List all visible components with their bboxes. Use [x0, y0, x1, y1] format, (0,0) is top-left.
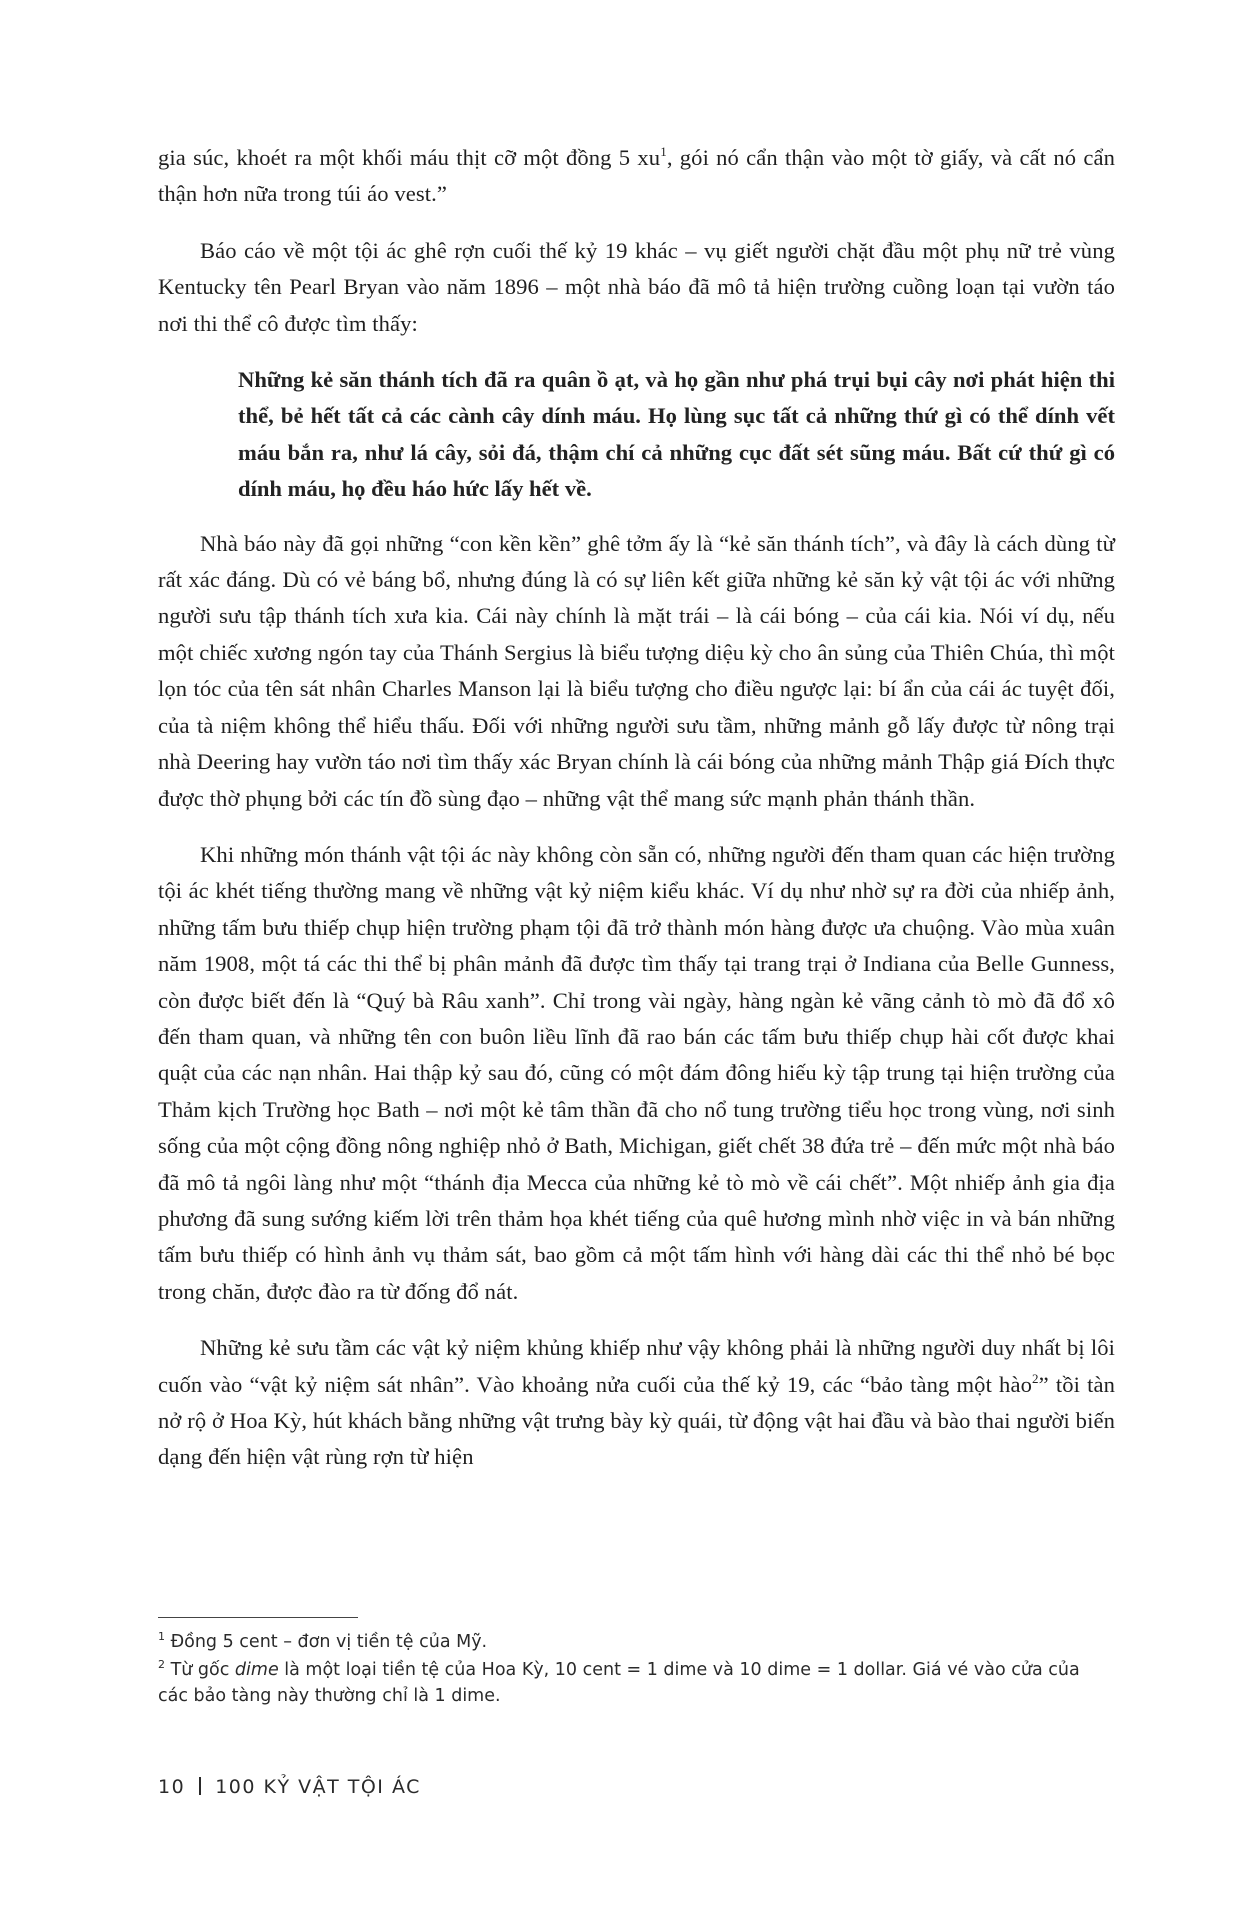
- running-title: 100 KỶ VẬT TỘI ÁC: [215, 1776, 421, 1798]
- page-footer: [158, 1776, 421, 1798]
- footnote-ref-1[interactable]: 1: [660, 144, 667, 159]
- paragraph-5: [158, 1330, 1115, 1476]
- footnotes: [158, 1629, 1115, 1711]
- paragraph-3: Nhà báo này đã gọi những “con kền kền” ghê tởm ấy là “kẻ săn thánh tích”, và đây là cách dùng từ rất xác đáng. Dù có vẻ báng bổ, nhưng đúng là có sự liên kết giữa những kẻ săn kỷ vật tội ác với những người sưu tập thánh tích xưa kia. Cái này chính là mặt trái – là cái bóng – của cái kia. Nói ví dụ, nếu một chiếc xương ngón tay của Thánh Sergius là biểu tượng diệu kỳ cho ân sủng của Thiên Chúa, thì một lọn tóc của tên sát nhân Charles Manson lại là biểu tượng cho điều ngược lại: bí ẩn của cái ác tuyệt đối, của tà niệm không thể hiểu thấu. Đối với những người sưu tầm, những mảnh gỗ lấy được từ nông trại nhà Deering hay vườn táo nơi tìm thấy xác Bryan chính là cái bóng của những mảnh Thập giá Đích thực được thờ phụng bởi các tín đồ sùng đạo – những vật thể mang sức mạnh phản thánh thần.: [158, 530, 1115, 811]
- footnote-2-mark: 2: [158, 1658, 165, 1671]
- paragraph-5-text-b: ” tồi tàn nở rộ ở Hoa Kỳ, hút khách bằng những vật trưng bày kỳ quái, từ động vật hai đầu và bào thai người biến dạng đến hiện vật rùng rợn từ hiện: [158, 1371, 1115, 1470]
- footnote-1-mark: 1: [158, 1630, 165, 1643]
- footnote-2: [158, 1657, 1115, 1709]
- page-body: [158, 140, 1115, 1496]
- paragraph-1: [158, 140, 1115, 213]
- footnote-ref-2[interactable]: 2: [1031, 1370, 1039, 1386]
- footnote-divider: [158, 1617, 358, 1618]
- paragraph-5-text-a: Những kẻ sưu tầm các vật kỷ niệm khủng khiếp như vậy không phải là những người duy nhất bị lôi cuốn vào “vật kỷ niệm sát nhân”. Vào khoảng nửa cuối của thế kỷ 19, các “bảo tàng một hào: [158, 1335, 1115, 1397]
- paragraph-4: Khi những món thánh vật tội ác này không còn sẵn có, những người đến tham quan các hiện trường tội ác khét tiếng thường mang về những vật kỷ niệm kiểu khác. Ví dụ như nhờ sự ra đời của nhiếp ảnh, những tấm bưu thiếp chụp hiện trường phạm tội đã trở thành món hàng được ưa chuộng. Vào mùa xuân năm 1908, một tá các thi thể bị phân mảnh đã được tìm thấy tại trang trại ở Indiana của Belle Gunness, còn được biết đến là “Quý bà Râu xanh”. Chỉ trong vài ngày, hàng ngàn kẻ vãng cảnh tò mò đã đổ xô đến tham quan, và những tên con buôn liều lĩnh đã rao bán các tấm bưu thiếp chụp hài cốt được khai quật của các nạn nhân. Hai thập kỷ sau đó, cũng có một đám đông hiếu kỳ tập trung tại hiện trường của Thảm kịch Trường học Bath – nơi một kẻ tâm thần đã cho nổ tung trường tiểu học trong vùng, nơi sinh sống của một cộng đồng nông nghiệp nhỏ ở Bath, Michigan, giết chết 38 đứa trẻ – đến mức một nhà báo đã mô tả ngôi làng như một “thánh địa Mecca của những kẻ tò mò về cái chết”. Một nhiếp ảnh gia địa phương đã sung sướng kiếm lời trên thảm họa khét tiếng của quê hương mình nhờ việc in và bán những tấm bưu thiếp có hình ảnh vụ thảm sát, bao gồm cả một tấm hình với hàng dài các thi thể nhỏ bé bọc trong chăn, được đào ra từ đống đổ nát.: [158, 841, 1115, 1304]
- footnote-2-text-a: Từ gốc: [170, 1660, 235, 1680]
- footnote-1: [158, 1629, 1115, 1655]
- footnote-2-term: dime: [234, 1660, 279, 1680]
- footnote-2-text-b: là một loại tiền tệ của Hoa Kỳ, 10 cent = 1 dime và 10 dime = 1 dollar. Giá vé vào cửa của các bảo tàng này thường chỉ là 1 dime.: [158, 1660, 1080, 1706]
- footnote-1-text: Đồng 5 cent – đơn vị tiền tệ của Mỹ.: [170, 1632, 488, 1652]
- paragraph-1-text-b: , gói nó cẩn thận vào một tờ giấy, và cất nó cẩn thận hơn nữa trong túi áo vest.”: [158, 145, 1115, 207]
- page-number: 10: [158, 1776, 186, 1798]
- block-quote: Những kẻ săn thánh tích đã ra quân ồ ạt, và họ gần như phá trụi bụi cây nơi phát hiện thi thể, bẻ hết tất cả các cành cây dính máu. Họ lùng sục tất cả những thứ gì có thể dính vết máu bắn ra, như lá cây, sỏi đá, thậm chí cả những cục đất sét sũng máu. Bất cứ thứ gì có dính máu, họ đều háo hức lấy hết về.: [238, 367, 1115, 502]
- paragraph-1-text-a: gia súc, khoét ra một khối máu thịt cỡ một đồng 5 xu: [158, 145, 661, 170]
- footer-separator: [199, 1777, 201, 1795]
- paragraph-2: Báo cáo về một tội ác ghê rợn cuối thế kỷ 19 khác – vụ giết người chặt đầu một phụ nữ trẻ vùng Kentucky tên Pearl Bryan vào năm 1896 – một nhà báo đã mô tả hiện trường cuồng loạn tại vườn táo nơi thi thể cô được tìm thấy:: [158, 237, 1115, 336]
